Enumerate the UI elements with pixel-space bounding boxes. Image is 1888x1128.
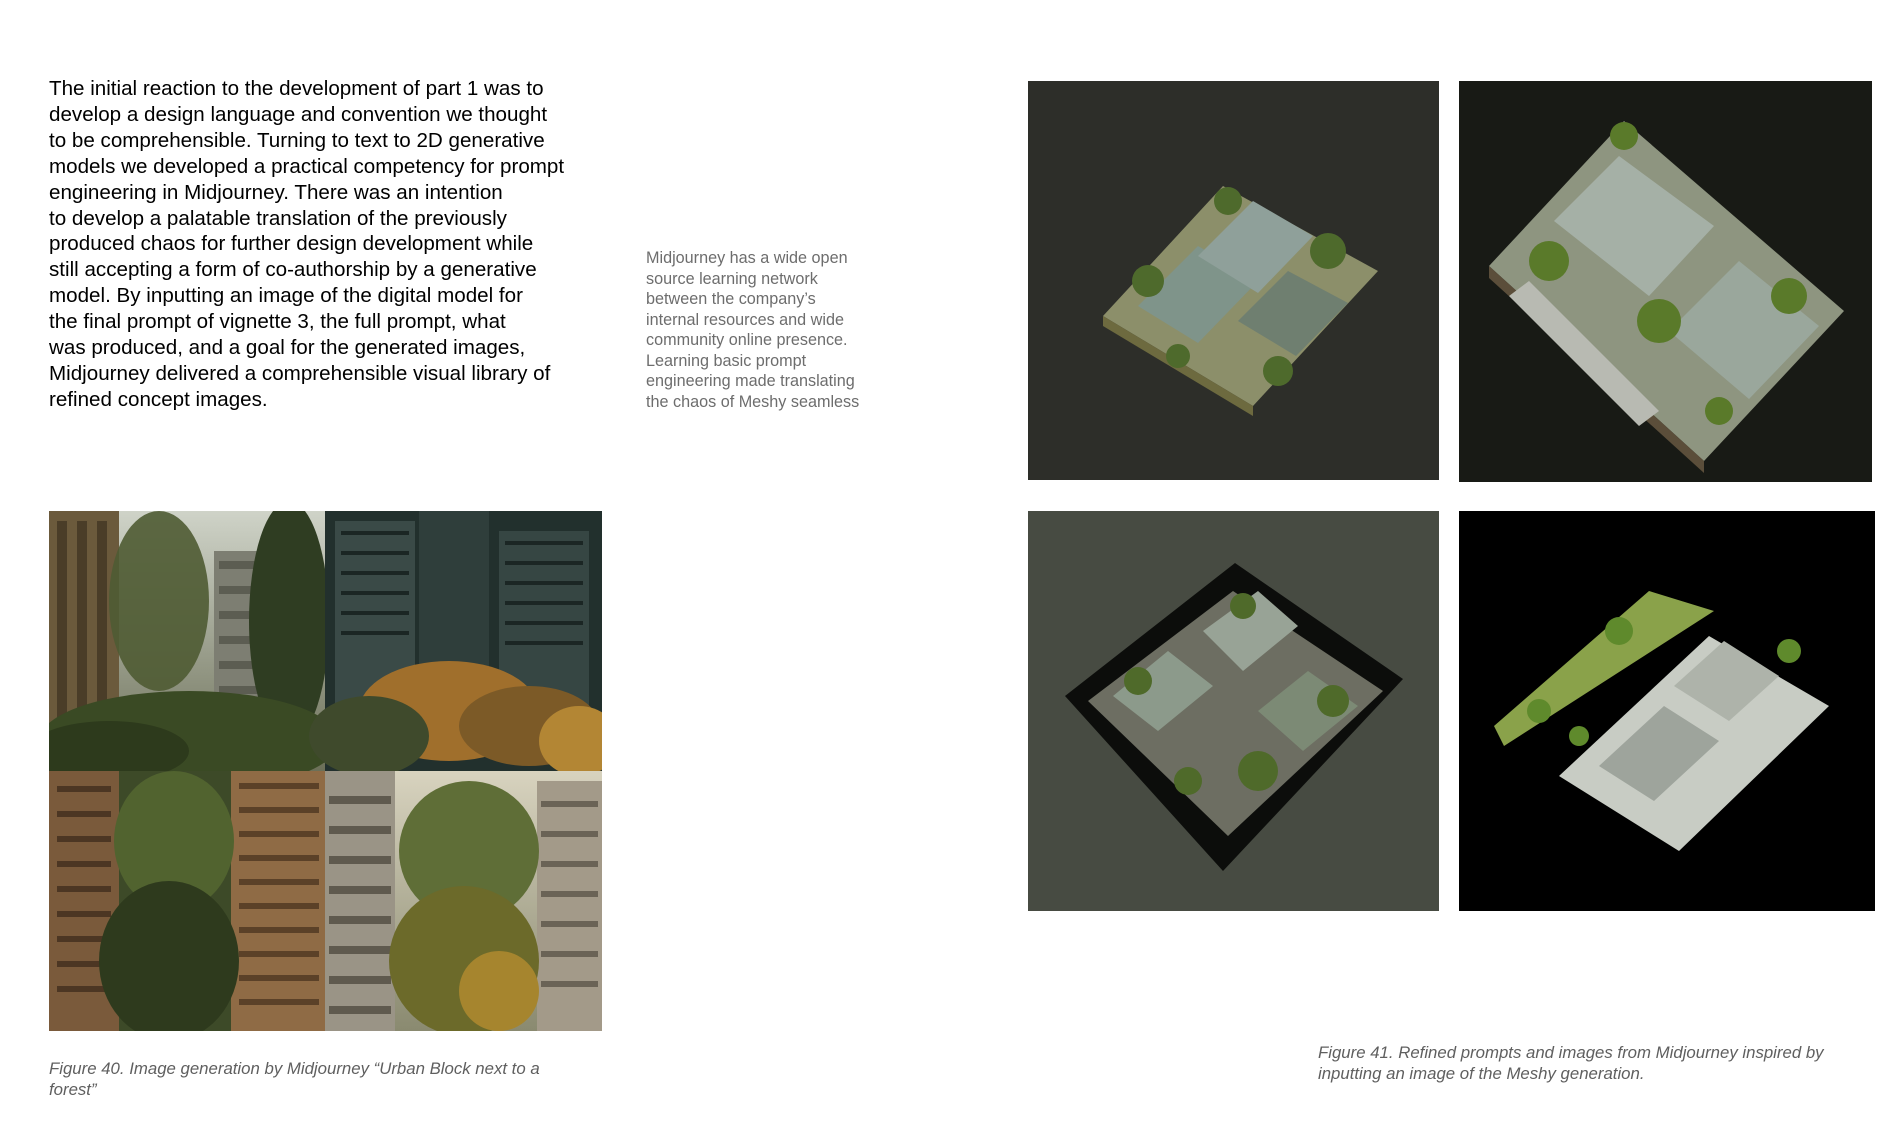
- body-line: produced chaos for further design development while: [49, 232, 534, 256]
- figure-41-render-2: [1459, 81, 1872, 482]
- body-line: the final prompt of vignette 3, the full prompt, what: [49, 310, 506, 334]
- figure-41-caption: [1318, 1042, 1878, 1084]
- side-note-line: the chaos of Meshy seamless: [646, 392, 860, 411]
- figure-40-image: [49, 511, 602, 1031]
- body-line: Midjourney delivered a comprehensible visual library of: [49, 361, 551, 385]
- collage-panel-balcony-tower: [325, 771, 602, 1031]
- body-line: model. By inputting an image of the digital model for: [49, 284, 523, 308]
- side-note: [646, 248, 896, 412]
- caption-line: forest”: [49, 1080, 97, 1099]
- side-note-line: Midjourney has a wide open: [646, 249, 848, 267]
- body-line: engineering in Midjourney. There was an intention: [49, 180, 503, 204]
- body-line: models we developed a practical competency for prompt: [49, 154, 565, 178]
- body-paragraph: [49, 76, 619, 413]
- figure-41-render-4: [1459, 511, 1875, 911]
- side-note-line: internal resources and wide: [646, 310, 844, 329]
- side-note-line: community online presence.: [646, 331, 848, 349]
- side-note-line: engineering made translating: [646, 372, 855, 390]
- collage-panel-dark-towers: [309, 511, 602, 776]
- figure-41-render-1: [1028, 81, 1439, 480]
- body-line: refined concept images.: [49, 387, 268, 411]
- body-line: to be comprehensible. Turning to text to 2D generative: [49, 128, 545, 152]
- caption-line: Figure 40. Image generation by Midjourney “Urban Block next to a: [49, 1059, 540, 1078]
- side-note-line: between the company’s: [646, 290, 816, 308]
- caption-line: Figure 41. Refined prompts and images from Midjourney inspired by: [1318, 1043, 1824, 1062]
- body-line: was produced, and a goal for the generated images,: [49, 336, 526, 360]
- collage-panel-forest-tower: [49, 511, 339, 791]
- figure-40-caption: [49, 1058, 609, 1100]
- collage-panel-brick-buildings: [49, 771, 325, 1031]
- figure-41-render-3: [1028, 511, 1439, 911]
- caption-line: inputting an image of the Meshy generation.: [1318, 1064, 1645, 1083]
- body-line: develop a design language and convention we thought: [49, 102, 548, 126]
- side-note-line: Learning basic prompt: [646, 351, 807, 370]
- body-line: The initial reaction to the development of part 1 was to: [49, 77, 544, 100]
- body-line: still accepting a form of co-authorship by a generative: [49, 258, 537, 282]
- body-line: to develop a palatable translation of the previously: [49, 206, 507, 230]
- side-note-line: source learning network: [646, 269, 818, 288]
